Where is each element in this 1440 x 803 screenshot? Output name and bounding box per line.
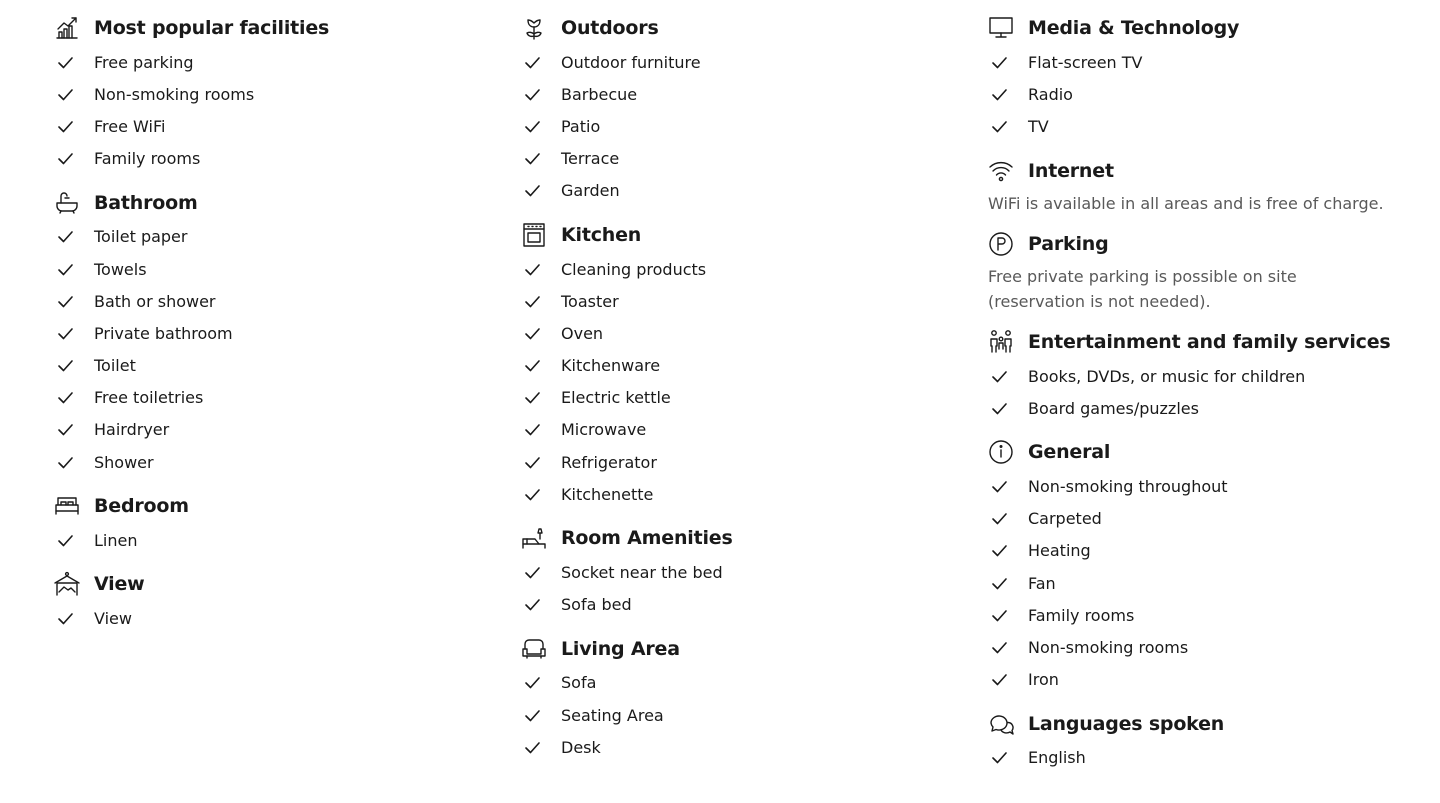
facility-list — [519, 556, 919, 620]
section-header — [52, 566, 452, 602]
section-most-popular-facilities — [52, 10, 452, 175]
facility-item — [519, 143, 919, 175]
section-header — [52, 10, 452, 46]
section-title: Living Area — [561, 637, 680, 660]
facility-item — [519, 46, 919, 78]
facility-label: Free WiFi — [94, 116, 166, 136]
facility-label: Sofa bed — [561, 595, 632, 615]
bed-icon — [54, 492, 84, 520]
facility-item — [519, 589, 919, 621]
checkmark-icon — [52, 610, 94, 627]
facility-item — [519, 478, 919, 510]
facility-item — [519, 699, 919, 731]
checkmark-icon — [52, 150, 94, 167]
section-header — [986, 434, 1406, 470]
oven-icon — [521, 221, 551, 249]
facility-list — [986, 360, 1406, 424]
facility-label: Cleaning products — [561, 259, 707, 279]
section-spacer — [986, 696, 1406, 706]
monitor-icon — [988, 14, 1018, 42]
checkmark-icon — [986, 575, 1028, 592]
facility-item — [52, 285, 452, 317]
checkmark-icon — [52, 118, 94, 135]
facility-item — [519, 110, 919, 142]
facility-label: Oven — [561, 323, 604, 343]
checkmark-icon — [986, 671, 1028, 688]
facility-item — [52, 253, 452, 285]
facility-list — [52, 221, 452, 479]
section-view — [52, 556, 452, 634]
section-title: Kitchen — [561, 223, 642, 246]
section-media-and-technology — [986, 10, 1406, 143]
facility-label: Non-smoking rooms — [1028, 637, 1189, 657]
section-outdoors — [519, 10, 919, 207]
facility-label: Free parking — [94, 52, 194, 72]
facility-label: Electric kettle — [561, 388, 671, 408]
facility-item — [986, 470, 1406, 502]
facility-item — [519, 667, 919, 699]
checkmark-icon — [52, 532, 94, 549]
facility-list — [986, 470, 1406, 695]
facility-item — [519, 175, 919, 207]
checkmark-icon — [519, 293, 561, 310]
family-icon — [988, 328, 1018, 356]
checkmark-icon — [519, 421, 561, 438]
facilities-column-1 — [52, 10, 452, 635]
facility-list — [986, 742, 1406, 774]
facility-label: Shower — [94, 452, 154, 472]
section-internet — [986, 143, 1406, 217]
checkmark-icon — [52, 325, 94, 342]
section-header — [986, 10, 1406, 46]
facility-item — [52, 524, 452, 556]
facility-item — [986, 599, 1406, 631]
section-spacer — [52, 556, 452, 566]
checkmark-icon — [986, 542, 1028, 559]
facility-item — [52, 317, 452, 349]
checkmark-icon — [986, 749, 1028, 766]
facility-item — [519, 382, 919, 414]
facility-item — [52, 382, 452, 414]
facility-label: Toilet — [94, 356, 136, 376]
checkmark-icon — [519, 674, 561, 691]
facility-item — [52, 446, 452, 478]
facility-item — [986, 78, 1406, 110]
section-spacer — [519, 207, 919, 217]
checkmark-icon — [519, 389, 561, 406]
facility-list — [519, 667, 919, 764]
checkmark-icon — [519, 182, 561, 199]
facility-label: Hairdryer — [94, 420, 170, 440]
facility-item — [52, 143, 452, 175]
section-title: Bedroom — [94, 495, 189, 518]
checkmark-icon — [519, 564, 561, 581]
facility-label: Iron — [1028, 670, 1059, 690]
facility-item — [986, 664, 1406, 696]
facility-item — [52, 221, 452, 253]
facility-item — [52, 110, 452, 142]
section-entertainment-and-family-services — [986, 314, 1406, 424]
section-title: Room Amenities — [561, 527, 733, 550]
sofa-icon — [521, 635, 551, 663]
facility-label: Terrace — [561, 149, 620, 169]
section-title: Languages spoken — [1028, 712, 1225, 735]
section-title: Parking — [1028, 233, 1109, 256]
section-spacer — [986, 424, 1406, 434]
section-header — [519, 217, 919, 253]
checkmark-icon — [986, 607, 1028, 624]
parking-icon — [988, 230, 1018, 258]
facility-item — [519, 731, 919, 763]
bed-lamp-icon — [521, 524, 551, 552]
chart-growth-icon — [54, 14, 84, 42]
facility-item — [52, 350, 452, 382]
checkmark-icon — [519, 118, 561, 135]
facility-item — [986, 742, 1406, 774]
checkmark-icon — [986, 400, 1028, 417]
section-header — [519, 520, 919, 556]
facility-label: Sofa — [561, 673, 597, 693]
section-header — [986, 153, 1406, 189]
section-parking — [986, 216, 1406, 314]
facility-item — [519, 78, 919, 110]
checkmark-icon — [519, 707, 561, 724]
checkmark-icon — [986, 86, 1028, 103]
section-title: Entertainment and family services — [1028, 331, 1391, 354]
section-spacer — [52, 175, 452, 185]
section-title: Most popular facilities — [94, 17, 330, 39]
facility-label: Toaster — [561, 291, 619, 311]
section-spacer — [986, 216, 1406, 226]
section-spacer — [52, 478, 452, 488]
checkmark-icon — [519, 150, 561, 167]
checkmark-icon — [519, 739, 561, 756]
facility-label: Towels — [94, 259, 147, 279]
facility-label: Socket near the bed — [561, 563, 723, 583]
flower-icon — [521, 14, 551, 42]
section-bedroom — [52, 478, 452, 556]
facility-item — [52, 46, 452, 78]
section-living-area — [519, 621, 919, 764]
facility-label: Radio — [1028, 84, 1073, 104]
facility-item — [986, 567, 1406, 599]
facility-item — [52, 602, 452, 634]
info-icon — [988, 438, 1018, 466]
facility-item — [986, 46, 1406, 78]
facility-label: Non-smoking throughout — [1028, 477, 1228, 497]
facilities-column-2 — [519, 10, 919, 763]
facility-label: Heating — [1028, 541, 1091, 561]
facility-label: Outdoor furniture — [561, 52, 701, 72]
facilities-column-3 — [986, 10, 1406, 774]
facility-item — [519, 253, 919, 285]
section-room-amenities — [519, 510, 919, 620]
checkmark-icon — [986, 118, 1028, 135]
facility-label: Linen — [94, 530, 138, 550]
checkmark-icon — [519, 454, 561, 471]
section-header — [986, 226, 1406, 262]
checkmark-icon — [519, 596, 561, 613]
facility-label: Refrigerator — [561, 452, 657, 472]
facility-label: Bath or shower — [94, 291, 216, 311]
section-header — [986, 324, 1406, 360]
facility-item — [519, 285, 919, 317]
facility-item — [52, 414, 452, 446]
facility-list — [519, 46, 919, 207]
checkmark-icon — [519, 261, 561, 278]
mountain-view-icon — [54, 570, 84, 598]
facility-label: Kitchenette — [561, 484, 654, 504]
section-description: Free private parking is possible on site (reservation is not needed). — [988, 267, 1297, 311]
section-spacer — [986, 314, 1406, 324]
facility-label: Free toiletries — [94, 388, 204, 408]
facility-label: Desk — [561, 737, 601, 757]
checkmark-icon — [52, 389, 94, 406]
section-title: Internet — [1028, 159, 1114, 182]
checkmark-icon — [519, 325, 561, 342]
checkmark-icon — [52, 86, 94, 103]
facility-label: Board games/puzzles — [1028, 398, 1199, 418]
facility-item — [986, 631, 1406, 663]
checkmark-icon — [519, 486, 561, 503]
facility-item — [519, 414, 919, 446]
facility-item — [519, 317, 919, 349]
facility-item — [519, 556, 919, 588]
checkmark-icon — [52, 293, 94, 310]
facility-label: Fan — [1028, 573, 1056, 593]
checkmark-icon — [52, 357, 94, 374]
facility-label: Private bathroom — [94, 323, 233, 343]
facility-list — [986, 46, 1406, 143]
checkmark-icon — [986, 54, 1028, 71]
facility-item — [986, 360, 1406, 392]
facility-item — [52, 78, 452, 110]
section-spacer — [986, 143, 1406, 153]
facility-item — [986, 503, 1406, 535]
checkmark-icon — [519, 357, 561, 374]
facility-label: Garden — [561, 181, 620, 201]
section-title: Media & Technology — [1028, 17, 1240, 39]
facility-label: TV — [1028, 116, 1049, 136]
checkmark-icon — [52, 228, 94, 245]
facility-label: Books, DVDs, or music for children — [1028, 366, 1306, 386]
section-header — [519, 631, 919, 667]
facility-label: Family rooms — [1028, 605, 1135, 625]
bathtub-icon — [54, 189, 84, 217]
facility-label: English — [1028, 748, 1086, 768]
checkmark-icon — [986, 639, 1028, 656]
facility-item — [519, 350, 919, 382]
section-languages-spoken — [986, 696, 1406, 774]
facility-item — [986, 392, 1406, 424]
facility-label: Flat-screen TV — [1028, 52, 1143, 72]
facility-item — [986, 110, 1406, 142]
checkmark-icon — [52, 54, 94, 71]
checkmark-icon — [52, 454, 94, 471]
section-description: WiFi is available in all areas and is free of charge. — [988, 193, 1384, 213]
section-title: View — [94, 573, 145, 596]
section-title: General — [1028, 441, 1111, 464]
facility-label: Carpeted — [1028, 509, 1102, 529]
checkmark-icon — [986, 478, 1028, 495]
checkmark-icon — [986, 368, 1028, 385]
facility-list — [52, 46, 452, 175]
section-kitchen — [519, 207, 919, 511]
section-title: Outdoors — [561, 17, 659, 39]
facility-label: Barbecue — [561, 84, 638, 104]
facility-label: Microwave — [561, 420, 647, 440]
facility-label: Family rooms — [94, 149, 201, 169]
section-header — [519, 10, 919, 46]
speech-bubbles-icon — [988, 710, 1018, 738]
facility-label: Non-smoking rooms — [94, 84, 255, 104]
checkmark-icon — [986, 510, 1028, 527]
checkmark-icon — [519, 54, 561, 71]
section-general — [986, 424, 1406, 695]
section-title: Bathroom — [94, 191, 198, 214]
wifi-icon — [988, 157, 1018, 185]
facility-list — [519, 253, 919, 511]
section-header — [52, 488, 452, 524]
section-bathroom — [52, 175, 452, 479]
checkmark-icon — [52, 261, 94, 278]
facility-label: View — [94, 609, 132, 629]
facility-list — [52, 602, 452, 634]
facility-item — [986, 535, 1406, 567]
section-spacer — [519, 621, 919, 631]
section-header — [52, 185, 452, 221]
section-header — [986, 706, 1406, 742]
section-spacer — [519, 510, 919, 520]
checkmark-icon — [52, 421, 94, 438]
checkmark-icon — [519, 86, 561, 103]
facility-list — [52, 524, 452, 556]
facility-label: Kitchenware — [561, 356, 661, 376]
facility-label: Toilet paper — [94, 227, 188, 247]
facility-label: Seating Area — [561, 705, 664, 725]
facility-label: Patio — [561, 116, 601, 136]
facility-item — [519, 446, 919, 478]
